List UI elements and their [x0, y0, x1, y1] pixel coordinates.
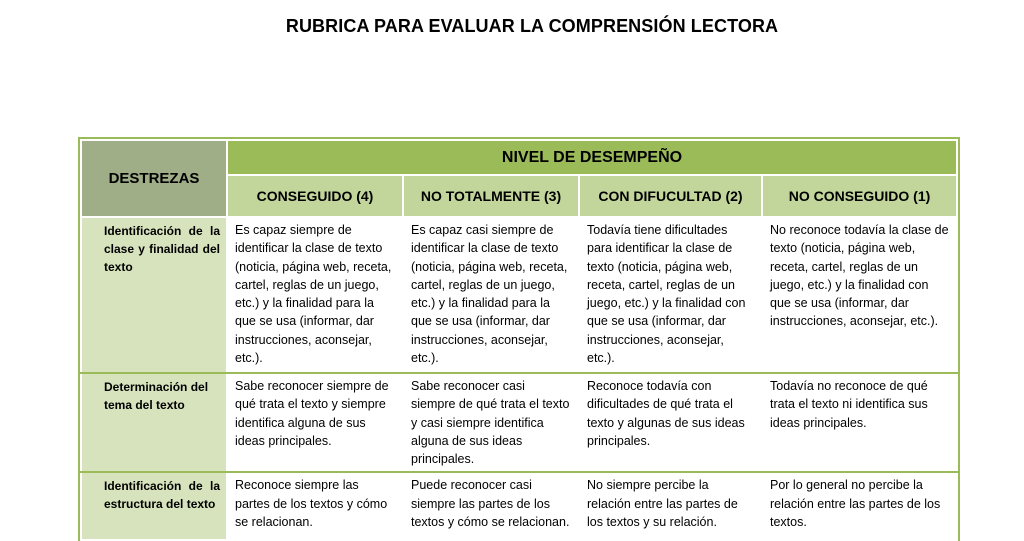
level-header-conseguido: CONSEGUIDO (4): [227, 175, 403, 217]
table-row: [81, 217, 957, 373]
table-cell: Reconoce siempre las partes de los textos y cómo se relacionan.: [227, 472, 403, 540]
skill-label: Determinación del tema del texto: [81, 373, 227, 472]
table-cell: Sabe reconocer casi siempre de qué trata el texto y casi siempre identifica alguna de sus ideas principales.: [403, 373, 579, 472]
level-header-con-dificultad: CON DIFUCULTAD (2): [579, 175, 762, 217]
level-header-no-conseguido: NO CONSEGUIDO (1): [762, 175, 957, 217]
skill-label: Identificación de la estructura del texto: [81, 472, 227, 540]
table-row: [81, 472, 957, 540]
header-destrezas: DESTREZAS: [81, 140, 227, 217]
level-header-no-totalmente: NO TOTALMENTE (3): [403, 175, 579, 217]
table-cell: Todavía no reconoce de qué trata el texto ni identifica sus ideas principales.: [762, 373, 957, 472]
table-row: [81, 373, 957, 472]
skill-label: Identificación de la clase y finalidad del texto: [81, 217, 227, 373]
table-cell: Por lo general no percibe la relación entre las partes de los textos.: [762, 472, 957, 540]
table-cell: No siempre percibe la relación entre las partes de los textos y su relación.: [579, 472, 762, 540]
table-cell: Es capaz siempre de identificar la clase de texto (noticia, página web, receta, cartel, reglas de un juego, etc.) y la finalidad para la que se usa (informar, dar instrucciones, aconsejar, etc.).: [227, 217, 403, 373]
header-nivel-desempeno: NIVEL DE DESEMPEÑO: [227, 140, 957, 175]
rubric-table: [80, 139, 958, 541]
document-title: RUBRICA PARA EVALUAR LA COMPRENSIÓN LECTORA: [285, 16, 779, 36]
table-cell: Puede reconocer casi siempre las partes de los textos y cómo se relacionan.: [403, 472, 579, 540]
table-cell: Sabe reconocer siempre de qué trata el texto y siempre identifica alguna de sus ideas principales.: [227, 373, 403, 472]
table-cell: Todavía tiene dificultades para identificar la clase de texto (noticia, página web, receta, cartel, reglas de un juego, etc.) y la finalidad con que se usa (informar, dar instrucciones, aconsejar, etc.).: [579, 217, 762, 373]
table-cell: Es capaz casi siempre de identificar la clase de texto (noticia, página web, receta, cartel, reglas de un juego, etc.) y la finalidad para la que se usa (informar, dar instrucciones, aconsejar, etc.).: [403, 217, 579, 373]
table-cell: Reconoce todavía con dificultades de qué trata el texto y algunas de sus ideas principales.: [579, 373, 762, 472]
table-cell: No reconoce todavía la clase de texto (noticia, página web, receta, cartel, reglas de un juego, etc.) y la finalidad con que se usa (informar, dar instrucciones, aconsejar, etc.).: [762, 217, 957, 373]
